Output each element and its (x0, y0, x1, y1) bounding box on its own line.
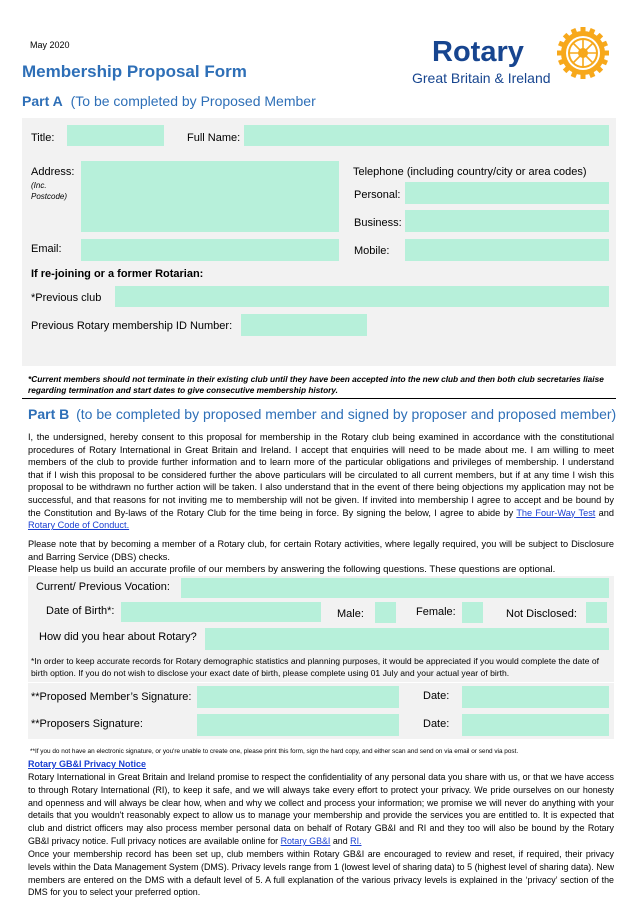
rotary-gbi-link[interactable]: Rotary GB&I (280, 835, 331, 846)
profile-intro: Please help us build an accurate profile of our members by answering the following questions. These questions are optional. (28, 564, 556, 575)
previous-id-input[interactable] (241, 314, 367, 336)
proposer-signature-input[interactable] (197, 714, 399, 736)
member-signature-label: **Proposed Member’s Signature: (31, 691, 192, 703)
logo-subtitle: Great Britain & Ireland (412, 70, 551, 86)
signature-note: **If you do not have an electronic signature, or you're unable to create one, please print this form, sign the hard copy, and either scan and send on via email or send via post. (30, 748, 519, 755)
privacy-paragraph-1 (28, 771, 614, 848)
part-a-label: Part A (22, 93, 63, 109)
privacy-and: and (332, 835, 348, 846)
email-input[interactable] (81, 239, 339, 261)
form-title: Membership Proposal Form (22, 62, 247, 81)
part-b-heading (28, 406, 616, 422)
full-name-input[interactable] (244, 125, 609, 146)
dbs-paragraph: Please note that by becoming a member of a Rotary club, for certain Rotary activities, where legally required, you will be subject to Disclosure and Barring Service (DBS) checks. (28, 539, 614, 562)
hear-about-input[interactable] (205, 628, 609, 650)
proposer-date-input[interactable] (462, 714, 609, 736)
privacy-heading-link[interactable]: Rotary GB&I Privacy Notice (28, 759, 147, 769)
business-phone-input[interactable] (405, 210, 609, 232)
dob-input[interactable] (121, 602, 321, 622)
mobile-phone-input[interactable] (405, 239, 609, 261)
previous-club-input[interactable] (115, 286, 609, 307)
hear-about-label: How did you hear about Rotary? (39, 631, 197, 643)
rotary-wheel-icon (556, 26, 610, 80)
female-label: Female: (416, 606, 456, 618)
consent-text: I, the undersigned, hereby consent to this proposal for membership in the Rotary club being examined in accordance with the constitutional procedures of Rotary International in Great Britain and Ireland. I accept that enquiries will need to be made about me. I am willing to meet members of the club to provide further information and to learn more of the particular obligations and privileges of membership. I understand that if I wish this proposal to be considered further the above particulars will be circulated to all current members, but if at any time I wish this proposal to be withdrawn no further action will be taken. I also understand that in the event of there being objections my application may not be successful, and that reasons for not inviting me to membership will not be given. If invited into membership I agree to accept and be bound by the Constitution and By-laws of the Rotary Club for the time being in force. By signing the below, I agree to abide by (28, 432, 614, 518)
logo-word: Rotary (432, 36, 524, 68)
title-label: Title: (31, 132, 55, 144)
telephone-label: Telephone (including country/city or area codes) (353, 166, 587, 178)
part-a-divider (22, 398, 616, 399)
privacy-paragraph-2: Once your membership record has been set up, club members within Rotary GB&I are encouraged to review and reset, if required, their privacy levels within the Data Management System (DMS). Privacy levels range from 1 (lowest level of sharing data) to 5 (highest level of sharing data). New members are entered on the DMS with a default level of 5. A full explanation of the various privacy levels is explained in the ‘privacy’ section of the DMS for you to select your preferred option. (28, 849, 614, 898)
mobile-label: Mobile: (354, 245, 390, 257)
email-label: Email: (31, 243, 62, 255)
address-hint: (Inc. Postcode) (31, 181, 68, 201)
title-input[interactable] (67, 125, 164, 146)
full-name-label: Full Name: (187, 132, 241, 144)
consent-paragraph (28, 431, 614, 532)
part-a-subtitle: (To be completed by Proposed Member (70, 93, 316, 109)
rejoin-label: If re-joining or a former Rotarian: (31, 268, 204, 280)
previous-id-label: Previous Rotary membership ID Number: (31, 320, 233, 332)
business-label: Business: (354, 217, 402, 229)
consent-and: and (598, 507, 614, 518)
not-disclosed-label: Not Disclosed: (506, 608, 577, 620)
personal-label: Personal: (354, 189, 401, 201)
address-input[interactable] (81, 161, 339, 232)
previous-club-label: *Previous club (31, 292, 102, 304)
code-of-conduct-link[interactable]: Rotary Code of Conduct. (28, 520, 130, 531)
rotary-logo (410, 36, 610, 88)
form-date: May 2020 (30, 40, 70, 50)
male-checkbox[interactable] (375, 602, 396, 623)
not-disclosed-checkbox[interactable] (586, 602, 607, 623)
part-b-subtitle: (to be completed by proposed member and signed by proposer and proposed member) (76, 406, 617, 422)
male-label: Male: (337, 608, 364, 620)
female-checkbox[interactable] (462, 602, 483, 623)
member-date-input[interactable] (462, 686, 609, 708)
dob-note: *In order to keep accurate records for Rotary demographic statistics and planning purposes, it would be appreciated if you would complete the date of birth option. If you do not wish to disclose your exact date of birth, please complete using 01 July and your actual year of birth. (31, 656, 599, 678)
member-signature-input[interactable] (197, 686, 399, 708)
personal-phone-input[interactable] (405, 182, 609, 204)
part-a-note: *Current members should not terminate in their existing club until they have been accepted into the new club and then both club secretaries liaise regarding termination and start dates to give consecutive membership history. (28, 374, 604, 395)
proposer-signature-label: **Proposers Signature: (31, 718, 143, 730)
ri-link[interactable]: RI. (350, 835, 362, 846)
member-date-label: Date: (423, 690, 450, 702)
proposer-date-label: Date: (423, 718, 450, 730)
vocation-label: Current/ Previous Vocation: (36, 581, 170, 593)
privacy-text-1: Rotary International in Great Britain and Ireland promise to respect the confidentiality of any personal data you share with us, or that we have access to through Rotary International (RI), to keep it safe, and we will always take every effort to protect your privacy. We pride ourselves on our honesty and openness and will always be clear how, when and why we collect and process your information; we promise we will never do anything with your details that you wouldn't reasonably expect to allow us to manage your membership and provide the services you are entitled to. It is expected that club and district officers may also process member personal data on behalf of Rotary GB&I and RI and they too will also be bound by the Rotary GB&I privacy notice. Full privacy notices are available online for (28, 772, 614, 846)
part-a-heading (22, 93, 316, 109)
dob-label: Date of Birth*: (46, 605, 115, 617)
four-way-test-link[interactable]: The Four-Way Test (516, 507, 596, 518)
address-label: Address: (31, 166, 75, 178)
part-b-label: Part B (28, 406, 70, 422)
vocation-input[interactable] (181, 578, 609, 598)
